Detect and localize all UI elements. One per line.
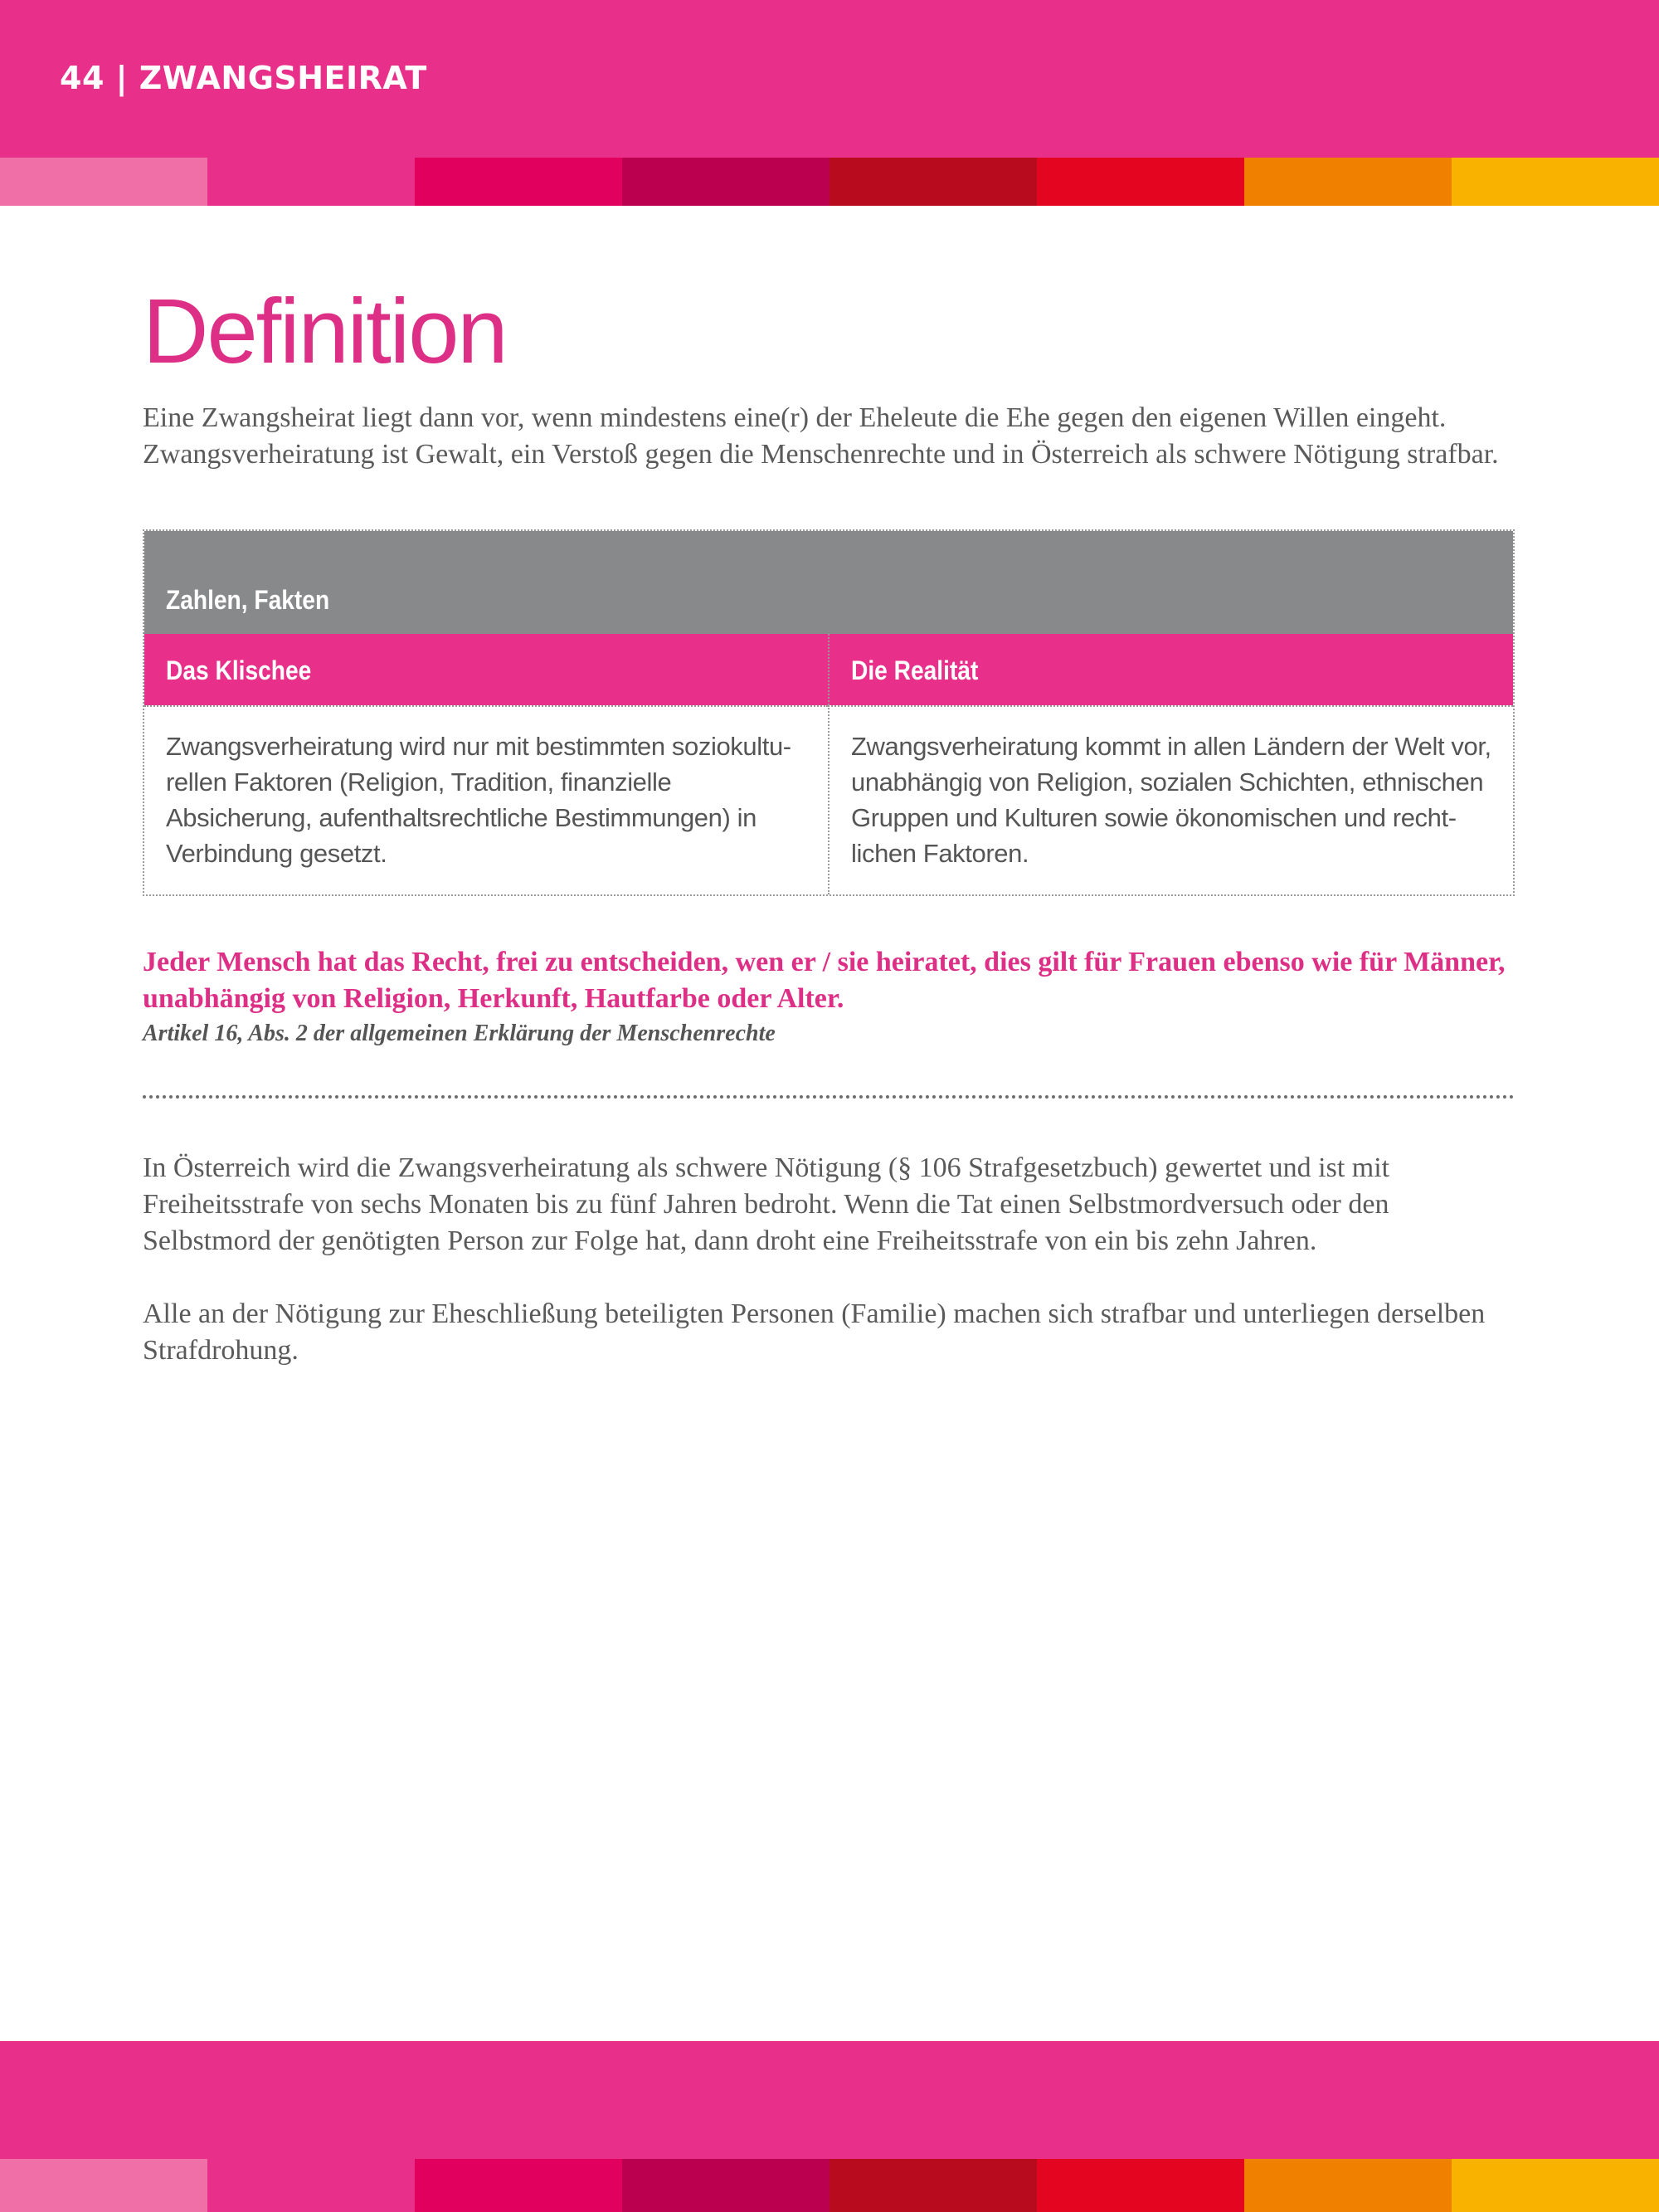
color-stripe <box>1244 158 1452 206</box>
top-color-stripes <box>0 158 1659 206</box>
intro-paragraph: Eine Zwangsheirat liegt dann vor, wenn mindestens eine(r) der Eheleute die Ehe gegen den eigenen Willen eingeht. Zwangsverheiratung ist Gewalt, ein Verstoß gegen die Menschenrechte und in Österreich als schwere Nötigung strafbar. <box>143 402 1499 470</box>
color-stripe <box>830 2159 1037 2212</box>
column-header-reality <box>828 634 1513 705</box>
column-header-label: Das Klischee <box>166 655 312 685</box>
header-band <box>0 0 1659 158</box>
color-stripe <box>1037 158 1244 206</box>
column-header-label: Die Realität <box>851 655 979 685</box>
dotted-divider <box>143 1095 1515 1099</box>
cliche-text: Zwangsverheiratung wird nur mit bestimmten soziokultu-rellen Faktoren (Religion, Tradition, finanzielle Absicherung, aufenthaltsrechtliche Bestimmungen) in Verbindung gesetzt. <box>144 705 828 894</box>
color-stripe <box>207 2159 415 2212</box>
color-stripe <box>0 158 207 206</box>
color-stripe <box>0 2159 207 2212</box>
main-content <box>143 282 1515 1369</box>
facts-table-title: Zahlen, Fakten <box>166 585 330 615</box>
color-stripe <box>415 158 622 206</box>
page-title: Definition <box>143 280 507 382</box>
human-rights-quote: Jeder Mensch hat das Recht, frei zu entscheiden, wen er / sie heiratet, dies gilt für Frauen ebenso wie für Männer, unabhängig von Religion, Herkunft, Hautfarbe oder Alter. <box>143 947 1506 1014</box>
color-stripe <box>622 158 830 206</box>
facts-header-row <box>144 634 1513 705</box>
color-stripe <box>1452 158 1659 206</box>
facts-table-title-row <box>144 531 1513 634</box>
page-header-title: 44 | ZWANGSHEIRAT <box>60 60 427 96</box>
bottom-color-stripes <box>0 2159 1659 2212</box>
color-stripe <box>1037 2159 1244 2212</box>
color-stripe <box>622 2159 830 2212</box>
facts-table <box>143 529 1515 896</box>
liability-paragraph: Alle an der Nötigung zur Eheschließung beteiligten Personen (Familie) machen sich strafbar und unterliegen derselben Strafdrohung. <box>143 1298 1486 1366</box>
column-header-cliche <box>144 634 828 705</box>
color-stripe <box>830 158 1037 206</box>
color-stripe <box>207 158 415 206</box>
law-paragraph: In Österreich wird die Zwangsverheiratung als schwere Nötigung (§ 106 Strafgesetzbuch) gewertet und ist mit Freiheitsstrafe von sechs Monaten bis zu fünf Jahren bedroht. Wenn die Tat einen Selbstmordversuch oder den Selbstmord der genötigten Person zur Folge hat, dann droht eine Freiheitsstrafe von ein bis zehn Jahren. <box>143 1152 1390 1256</box>
facts-body-row <box>144 705 1513 894</box>
quote-source: Artikel 16, Abs. 2 der allgemeinen Erklärung der Menschenrechte <box>143 1021 776 1046</box>
color-stripe <box>1452 2159 1659 2212</box>
color-stripe <box>1244 2159 1452 2212</box>
reality-text: Zwangsverheiratung kommt in allen Ländern der Welt vor, unabhängig von Religion, sozialen Schichten, ethnischen Gruppen und Kulturen sowie ökonomischen und recht-lichen Faktoren. <box>828 705 1513 894</box>
footer-band <box>0 2041 1659 2159</box>
color-stripe <box>415 2159 622 2212</box>
